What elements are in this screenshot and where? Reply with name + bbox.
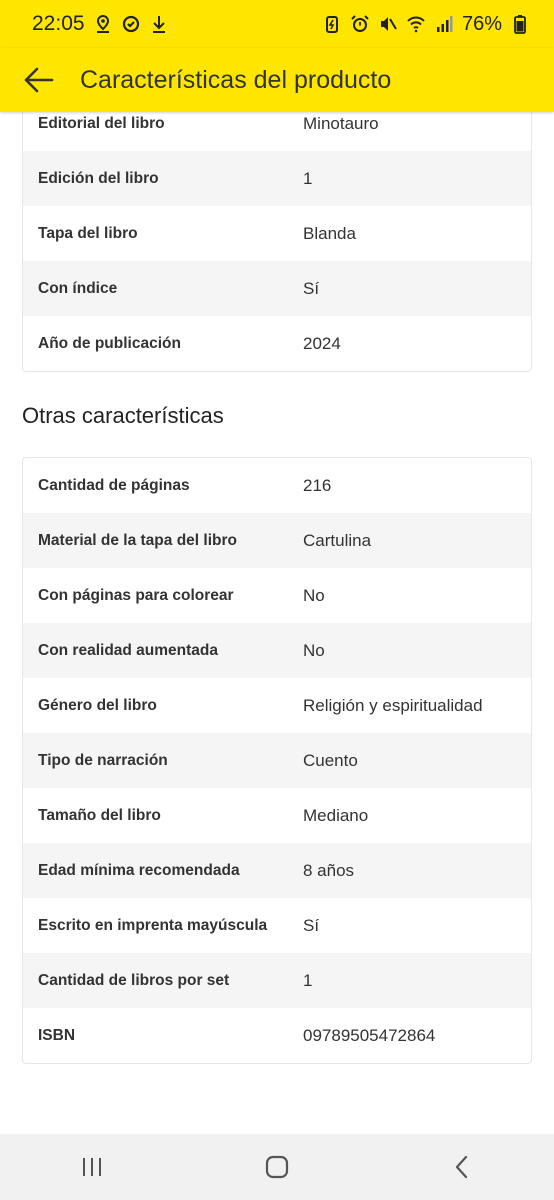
other-specs-table [22, 457, 532, 1064]
content-scroll-area[interactable] [0, 112, 554, 1134]
home-icon [263, 1153, 291, 1181]
spec-label: Edición del libro [38, 169, 159, 187]
spec-label: Con páginas para colorear [38, 586, 234, 604]
table-row [23, 678, 531, 733]
table-row [23, 568, 531, 623]
spec-label: Año de publicación [38, 334, 181, 352]
table-row [23, 898, 531, 953]
back-nav-icon [448, 1153, 476, 1181]
page-title: Características del producto [80, 65, 392, 94]
wifi-icon [406, 14, 426, 34]
spec-value: 216 [303, 475, 332, 495]
location-icon [93, 14, 113, 34]
spec-value: No [303, 585, 325, 605]
spec-label: Editorial del libro [38, 114, 165, 132]
spec-value: Blanda [303, 223, 356, 243]
status-time: 22:05 [32, 12, 85, 35]
spec-value: Cartulina [303, 530, 372, 550]
battery-saver-icon [322, 14, 342, 34]
battery-percent: 76% [461, 12, 502, 35]
table-row [23, 206, 531, 261]
system-back-button[interactable] [432, 1142, 492, 1192]
app-bar [0, 48, 554, 112]
signal-icon [434, 14, 454, 34]
spec-value: 1 [303, 970, 313, 990]
spec-value: 8 años [303, 860, 355, 880]
spec-value: Mediano [303, 805, 369, 825]
back-button[interactable] [20, 62, 56, 98]
spec-label: Cantidad de libros por set [38, 971, 230, 989]
spec-value: No [303, 640, 325, 660]
spec-label: Con índice [38, 279, 118, 297]
sync-icon [121, 14, 141, 34]
spec-label: Cantidad de páginas [38, 476, 190, 494]
table-row [23, 733, 531, 788]
spec-value: Minotauro [303, 113, 379, 133]
spec-label: Material de la tapa del libro [38, 531, 237, 549]
spec-label: Tamaño del libro [38, 806, 161, 824]
table-row [23, 112, 531, 151]
spec-value: 2024 [303, 333, 341, 353]
table-row [23, 788, 531, 843]
status-right [322, 13, 530, 36]
spec-label: Género del libro [38, 696, 157, 714]
table-row [23, 151, 531, 206]
recent-apps-icon [78, 1153, 106, 1181]
spec-label: Escrito en imprenta mayúscula [38, 916, 268, 934]
download-icon [149, 14, 169, 34]
table-row [23, 623, 531, 678]
table-row [23, 261, 531, 316]
spec-value: 1 [303, 168, 313, 188]
main-specs-table [22, 112, 532, 372]
alarm-icon [350, 14, 370, 34]
table-row [23, 953, 531, 1008]
table-row [23, 513, 531, 568]
recent-apps-button[interactable] [62, 1142, 122, 1192]
mute-icon [378, 14, 398, 34]
battery-icon [510, 14, 530, 34]
spec-label: Tipo de narración [38, 751, 168, 769]
spec-label: Con realidad aumentada [38, 641, 219, 659]
spec-label: Edad mínima recomendada [38, 861, 240, 879]
spec-label: ISBN [38, 1026, 76, 1044]
section-title-other: Otras características [22, 403, 224, 428]
spec-value: Sí [303, 915, 320, 935]
table-row [23, 843, 531, 898]
arrow-left-icon [21, 63, 55, 97]
table-row [23, 458, 531, 513]
spec-value: Cuento [303, 750, 358, 770]
home-button[interactable] [247, 1142, 307, 1192]
table-row [23, 1008, 531, 1063]
spec-label: Tapa del libro [38, 224, 138, 242]
status-left [32, 12, 169, 36]
spec-value: 09789505472864 [303, 1025, 436, 1045]
table-row [23, 316, 531, 371]
status-bar [0, 0, 554, 48]
spec-value: Sí [303, 278, 320, 298]
spec-value: Religión y espiritualidad [303, 695, 483, 715]
system-nav-bar [0, 1134, 554, 1200]
